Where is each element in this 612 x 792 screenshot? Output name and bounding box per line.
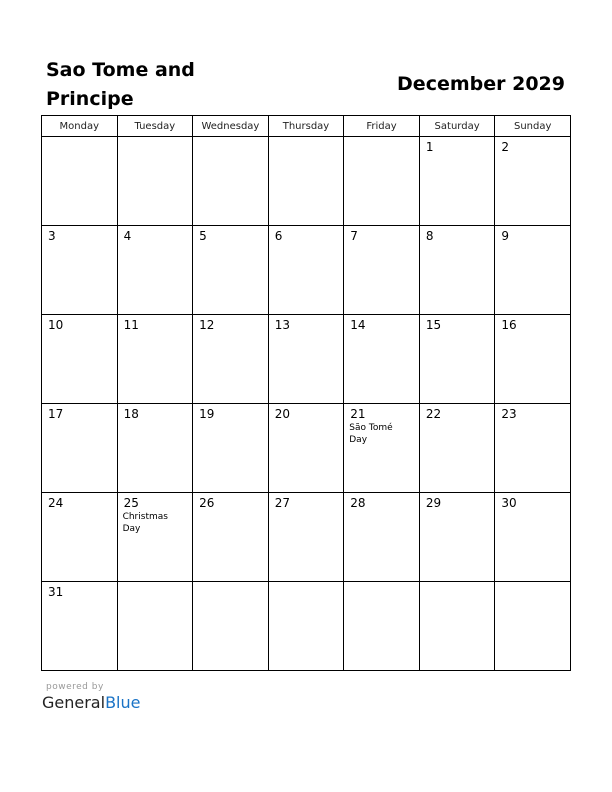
calendar-day-cell [268, 404, 344, 493]
calendar-day-cell [419, 226, 495, 315]
day-number: 13 [274, 318, 290, 332]
calendar-day-cell [344, 315, 420, 404]
calendar-week-row [42, 315, 571, 404]
calendar-day-cell [42, 315, 118, 404]
day-number: 23 [501, 407, 517, 421]
calendar-day-cell [495, 582, 571, 671]
calendar-grid [41, 115, 571, 671]
day-number: 29 [425, 496, 442, 510]
calendar-day-cell [42, 404, 118, 493]
calendar-day-cell [268, 226, 344, 315]
day-number: 7 [350, 229, 358, 243]
calendar-day-cell [193, 493, 269, 582]
day-number: 20 [274, 407, 290, 421]
day-number: 14 [350, 318, 366, 332]
day-number: 19 [199, 407, 215, 421]
brand-general: General [42, 693, 106, 712]
weekday-header: Sunday [495, 116, 571, 137]
day-number [118, 137, 193, 140]
calendar-day-cell [344, 582, 420, 671]
day-number: 9 [501, 229, 510, 243]
holiday-label: Christmas Day [122, 512, 168, 534]
calendar-week-row [42, 404, 571, 493]
day-number: 31 [48, 585, 64, 599]
calendar-week-row [42, 137, 571, 226]
calendar-day-cell [42, 493, 118, 582]
day-number [420, 582, 495, 585]
calendar-day-cell [268, 137, 344, 226]
calendar-day-cell [268, 315, 344, 404]
day-number: 10 [48, 318, 64, 332]
calendar-day-cell [495, 315, 571, 404]
generalblue-logo[interactable] [42, 693, 140, 712]
calendar-day-cell [419, 404, 495, 493]
weekday-header: Tuesday [117, 116, 193, 137]
day-number: 26 [199, 496, 215, 510]
month-title: December 2029 [397, 73, 565, 95]
calendar-day-cell [419, 315, 495, 404]
weekday-header: Friday [344, 116, 420, 137]
day-number: 27 [274, 496, 290, 510]
calendar-day-cell [344, 137, 420, 226]
day-number: 17 [48, 407, 64, 421]
day-number: 6 [274, 229, 283, 243]
calendar-week-row [42, 582, 571, 671]
calendar-body [42, 137, 571, 671]
calendar-day-cell [495, 493, 571, 582]
day-number: 5 [199, 229, 207, 243]
day-number: 16 [501, 318, 517, 332]
calendar-day-cell [268, 582, 344, 671]
calendar-day-cell [117, 137, 193, 226]
calendar-week-row [42, 493, 571, 582]
brand-blue: Blue [105, 693, 141, 712]
calendar-day-cell [344, 404, 420, 493]
calendar-day-cell [42, 226, 118, 315]
calendar-day-cell [419, 137, 495, 226]
day-number: 4 [123, 229, 132, 243]
calendar-day-cell [42, 582, 118, 671]
calendar-day-cell [193, 137, 269, 226]
day-number [269, 137, 344, 140]
day-number: 18 [123, 407, 139, 421]
day-number [193, 582, 268, 585]
day-number [344, 137, 419, 140]
day-number: 2 [501, 140, 510, 154]
calendar-day-cell [419, 493, 495, 582]
day-number: 30 [501, 496, 517, 510]
day-number: 3 [48, 229, 56, 243]
calendar-day-cell [495, 226, 571, 315]
calendar-day-cell [193, 404, 269, 493]
day-number [269, 582, 344, 585]
calendar-day-cell [344, 226, 420, 315]
calendar-day-cell [117, 582, 193, 671]
calendar-day-cell [268, 493, 344, 582]
calendar-day-cell [495, 404, 571, 493]
calendar-day-cell [117, 226, 193, 315]
day-number: 25 [123, 496, 139, 510]
calendar-day-cell [117, 493, 193, 582]
day-number: 21 [350, 407, 366, 421]
day-number: 12 [199, 318, 215, 332]
weekday-header: Monday [42, 116, 118, 137]
day-number: 11 [123, 318, 139, 332]
calendar-day-cell [419, 582, 495, 671]
day-number: 15 [425, 318, 442, 332]
calendar-day-cell [344, 493, 420, 582]
weekday-header: Thursday [268, 116, 344, 137]
calendar-day-cell [117, 404, 193, 493]
day-number: 8 [425, 229, 434, 243]
day-number [193, 137, 268, 140]
day-number [495, 582, 570, 585]
weekday-header: Wednesday [193, 116, 269, 137]
day-number [42, 137, 117, 140]
country-title: Sao Tome and Principe [46, 59, 195, 110]
powered-by-text: powered by [46, 682, 104, 692]
day-number [344, 582, 419, 585]
calendar-day-cell [193, 315, 269, 404]
calendar-day-cell [193, 582, 269, 671]
calendar-week-row [42, 226, 571, 315]
calendar-day-cell [495, 137, 571, 226]
day-number: 28 [350, 496, 366, 510]
day-number: 1 [425, 140, 434, 154]
day-number: 22 [425, 407, 442, 421]
holiday-label: São Tomé Day [349, 423, 393, 445]
weekday-header: Saturday [419, 116, 495, 137]
calendar-day-cell [193, 226, 269, 315]
calendar-day-cell [42, 137, 118, 226]
calendar-day-cell [117, 315, 193, 404]
day-number: 24 [48, 496, 64, 510]
weekday-header-row [42, 116, 571, 137]
day-number [118, 582, 193, 585]
